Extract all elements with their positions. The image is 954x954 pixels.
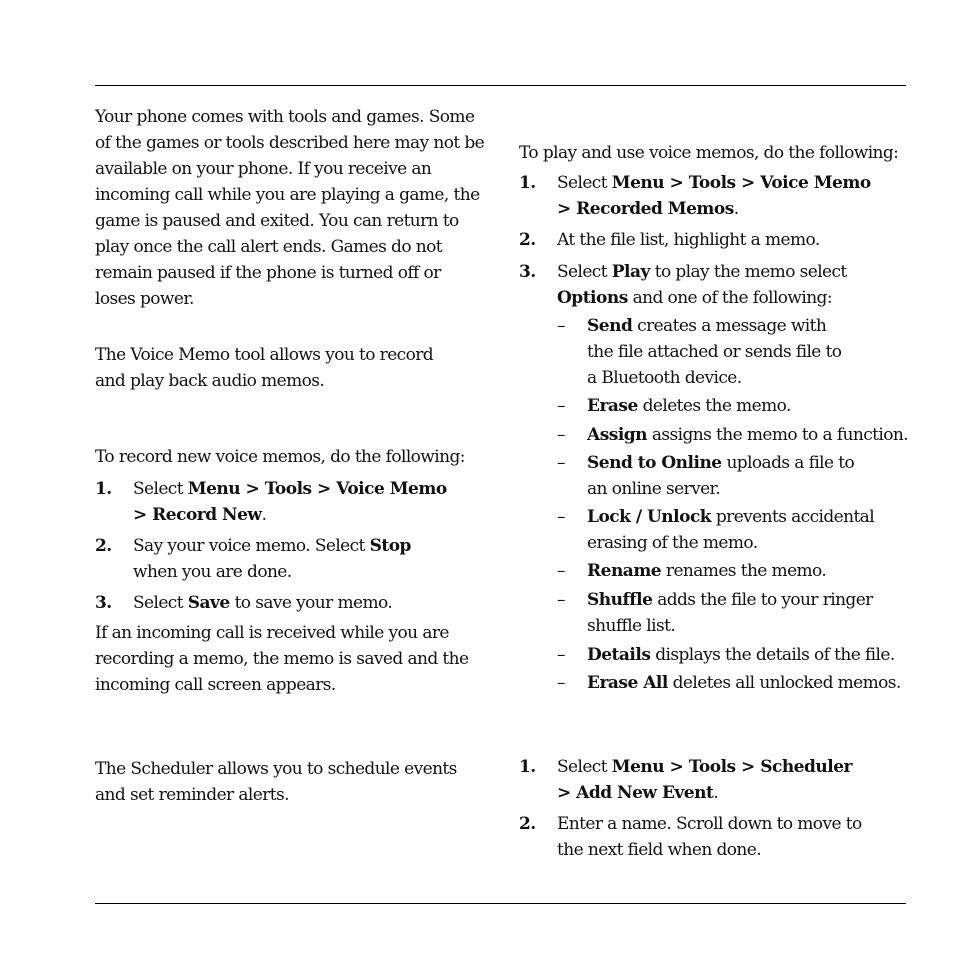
step-number: 3. [95,593,112,613]
scheduler-description: The Scheduler allows you to schedule events and set reminder alerts. [95,759,457,805]
record-step-1: 1. Select Menu > Tools > Voice Memo > Record New. [95,476,490,528]
option-shuffle: – Shuffle adds the file to your ringer shuffle list. [557,590,873,636]
play-step-1: 1. Select Menu > Tools > Voice Memo > Recorded Memos. [519,170,909,222]
option-rename: – Rename renames the memo. [557,561,827,581]
scheduler-step-1: 1. Select Menu > Tools > Scheduler > Add New Event. [519,754,909,806]
step-number: 2. [519,230,536,250]
step-number: 2. [95,536,112,556]
play-step-3: 3. Select Play to play the memo select Options and one of the following: [519,259,909,311]
option-send: – Send creates a message with the file attached or sends file to a Bluetooth device. [557,316,842,388]
option-erase: – Erase deletes the memo. [557,396,791,416]
play-step-2: 2. At the file list, highlight a memo. [519,227,909,253]
voice-memo-description: The Voice Memo tool allows you to record and play back audio memos. [95,345,434,391]
header-rule [95,85,906,86]
record-step-2: 2. Say your voice memo. Select Stop when you are done. [95,533,490,585]
option-lock-unlock: – Lock / Unlock prevents accidental erasing of the memo. [557,507,875,553]
scheduler-step-2: 2. Enter a name. Scroll down to move to the next field when done. [519,811,909,863]
play-intro: To play and use voice memos, do the following: [519,143,899,163]
option-details: – Details displays the details of the file. [557,645,895,665]
record-intro: To record new voice memos, do the following: [95,447,465,467]
step-number: 3. [519,262,536,282]
footer-rule [95,903,906,904]
step-number: 1. [519,173,536,193]
step-number: 1. [519,757,536,777]
intro-paragraph: Your phone comes with tools and games. Some of the games or tools described here may not be available on your phone. If you receive an incoming call while you are playing a game, the game is paused and exited. You can return to play once the call alert ends. Games do not remain paused if the phone is turned off or loses power. [95,107,485,309]
option-assign: – Assign assigns the memo to a function. [557,425,908,445]
step-number: 1. [95,479,112,499]
option-erase-all: – Erase All deletes all unlocked memos. [557,673,901,693]
step-number: 2. [519,814,536,834]
option-send-to-online: – Send to Online uploads a file to an online server. [557,453,855,499]
incoming-call-note: If an incoming call is received while you are recording a memo, the memo is saved and the incoming call screen appears. [95,623,469,695]
record-step-3: 3. Select Save to save your memo. [95,590,490,616]
